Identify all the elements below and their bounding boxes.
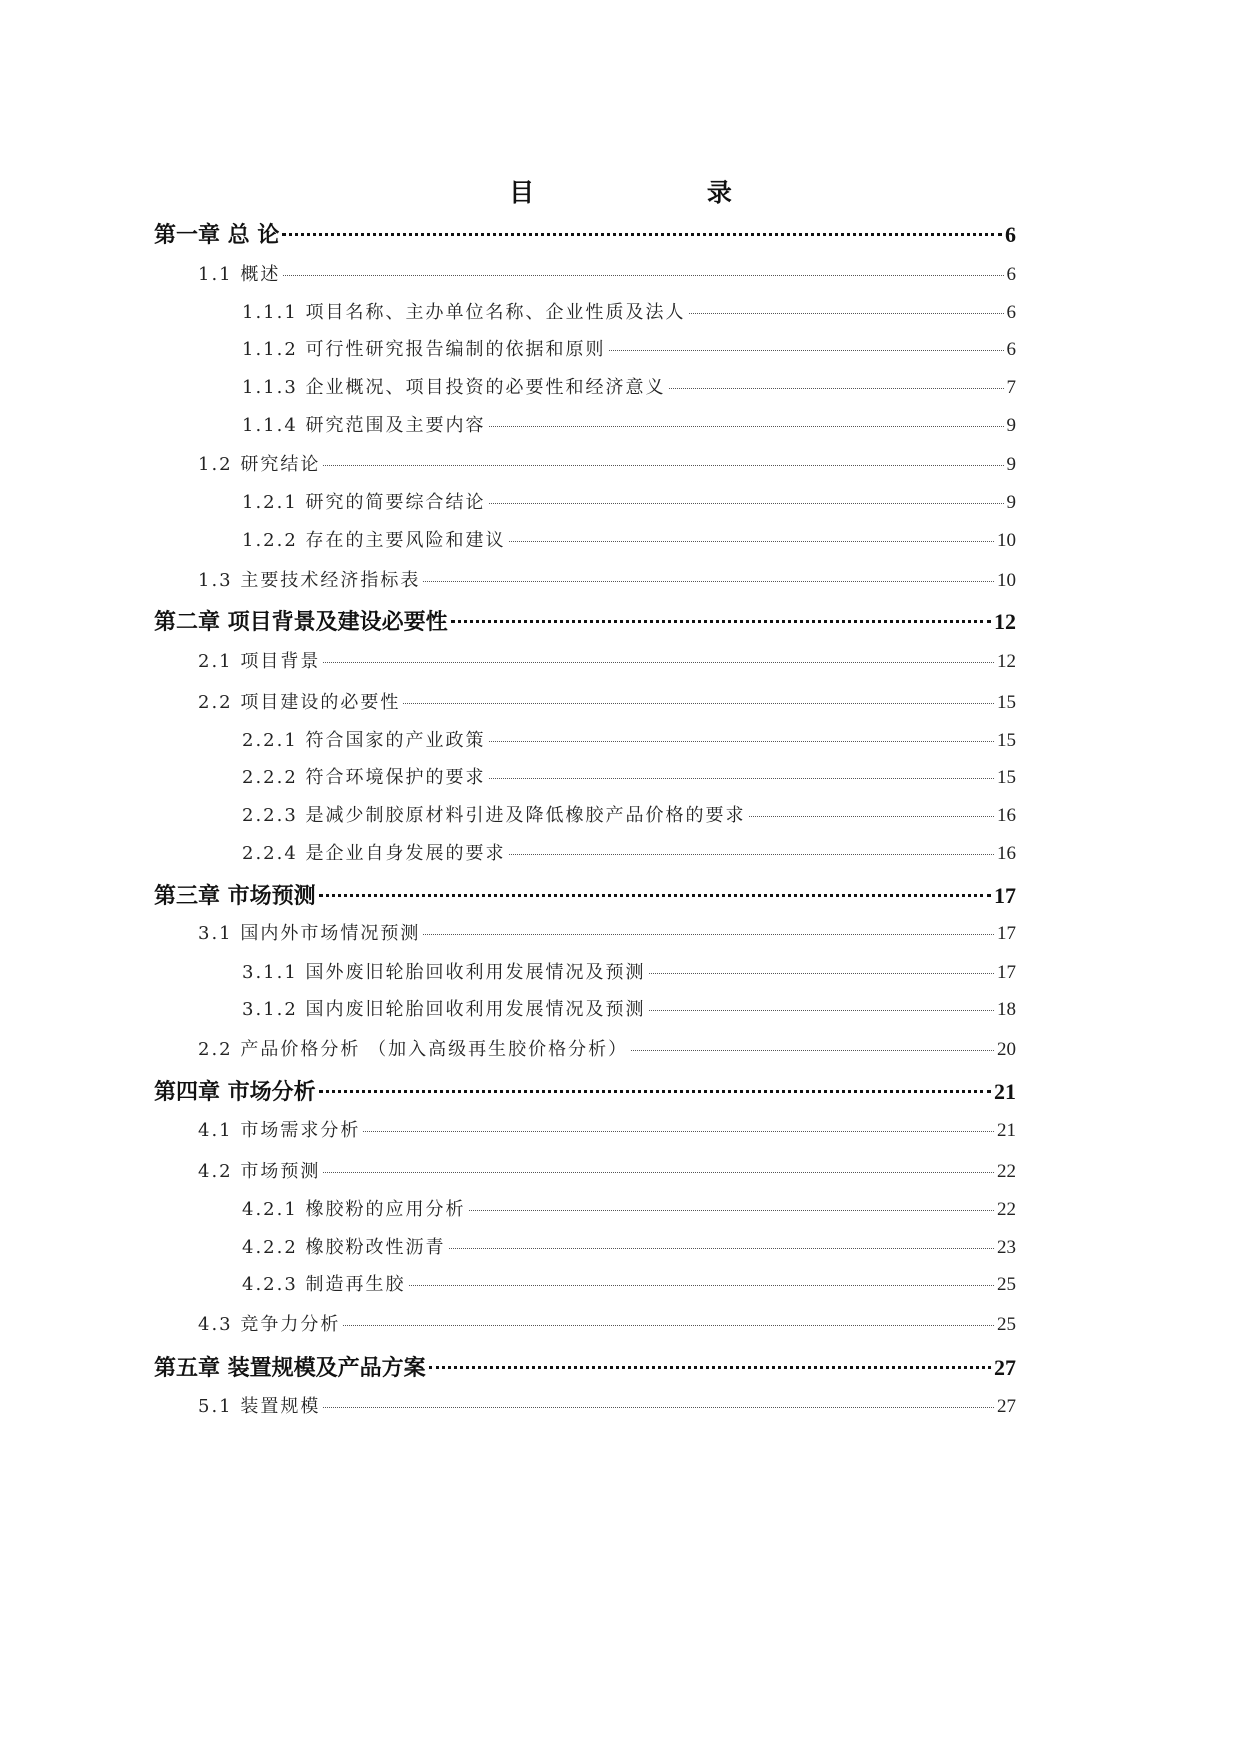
dot-leader <box>509 541 994 542</box>
toc-entry-page-number: 9 <box>1006 454 1016 475</box>
dot-leader <box>631 1050 994 1051</box>
toc-entry-label: 4.2.1 橡胶粉的应用分析 <box>242 1199 466 1220</box>
toc-entry-label: 1.1.2 可行性研究报告编制的依据和原则 <box>242 339 606 360</box>
toc-entry[interactable] <box>242 411 1016 437</box>
dot-leader <box>423 581 994 582</box>
dot-leader <box>489 741 994 742</box>
toc-entry[interactable] <box>198 1157 1016 1183</box>
toc-entry-label: 2.2 产品价格分析 （加入高级再生胶价格分析） <box>198 1039 629 1060</box>
toc-entry-label: 第四章 市场分析 <box>154 1080 316 1105</box>
dot-leader <box>489 503 1004 504</box>
toc-entry[interactable] <box>242 995 1016 1021</box>
toc-entry[interactable] <box>242 488 1016 514</box>
toc-entry-page-number: 21 <box>994 1079 1016 1104</box>
dot-leader <box>409 1285 994 1286</box>
dot-leader <box>323 662 994 663</box>
toc-entry-label: 2.2.2 符合环境保护的要求 <box>242 767 486 788</box>
toc-entry-page-number: 12 <box>997 651 1016 672</box>
toc-entry[interactable] <box>242 763 1016 789</box>
toc-entry-label: 1.2 研究结论 <box>198 454 321 475</box>
toc-entry-label: 3.1.2 国内废旧轮胎回收利用发展情况及预测 <box>242 999 646 1020</box>
toc-entry-label: 4.1 市场需求分析 <box>198 1120 361 1141</box>
toc-entry-page-number: 9 <box>1006 492 1016 513</box>
toc-entry[interactable] <box>198 919 1016 945</box>
toc-entry-page-number: 23 <box>997 1237 1016 1258</box>
dot-leader <box>363 1131 994 1132</box>
toc-entry-label: 第一章 总 论 <box>154 223 280 248</box>
toc-entry-label: 1.3 主要技术经济指标表 <box>198 570 421 591</box>
toc-entry-label: 1.1.1 项目名称、主办单位名称、企业性质及法人 <box>242 302 686 323</box>
toc-entry[interactable] <box>198 260 1016 286</box>
toc-entry[interactable] <box>242 1233 1016 1259</box>
dot-leader <box>449 1248 994 1249</box>
toc-title: 目 录 <box>509 178 814 207</box>
dot-leader <box>649 1010 994 1011</box>
toc-entry-page-number: 27 <box>994 1355 1016 1380</box>
dot-leader <box>609 350 1004 351</box>
toc-entry[interactable] <box>198 1310 1016 1336</box>
toc-entry[interactable] <box>242 526 1016 552</box>
toc-entry-page-number: 20 <box>997 1039 1016 1060</box>
toc-entry-page-number: 22 <box>997 1161 1016 1182</box>
toc-entry-label: 2.1 项目背景 <box>198 651 321 672</box>
toc-entry-label: 3.1 国内外市场情况预测 <box>198 923 421 944</box>
toc-entry-label: 2.2.4 是企业自身发展的要求 <box>242 843 506 864</box>
toc-entry[interactable] <box>154 1351 1016 1382</box>
toc-entry-label: 4.2.3 制造再生胶 <box>242 1274 406 1295</box>
toc-entry[interactable] <box>198 450 1016 476</box>
toc-entry-page-number: 17 <box>997 962 1016 983</box>
toc-entry-label: 2.2 项目建设的必要性 <box>198 692 401 713</box>
dot-leader <box>323 1407 994 1408</box>
dot-leader <box>451 620 991 623</box>
dot-leader <box>283 275 1003 276</box>
toc-entry-page-number: 6 <box>1006 302 1016 323</box>
dot-leader <box>429 1366 991 1369</box>
toc-entry[interactable] <box>154 1075 1016 1106</box>
toc-entry[interactable] <box>198 1116 1016 1142</box>
toc-entry-page-number: 7 <box>1006 377 1016 398</box>
toc-entry-page-number: 21 <box>997 1120 1016 1141</box>
dot-leader <box>323 1172 994 1173</box>
toc-entry[interactable] <box>242 726 1016 752</box>
toc-entry-label: 第三章 市场预测 <box>154 884 316 909</box>
dot-leader <box>319 1090 991 1093</box>
toc-entry[interactable] <box>242 958 1016 984</box>
toc-entry-label: 1.1 概述 <box>198 264 281 285</box>
dot-leader <box>669 388 1004 389</box>
toc-entry-page-number: 18 <box>997 999 1016 1020</box>
toc-entry[interactable] <box>198 1035 1016 1061</box>
dot-leader <box>319 894 991 897</box>
toc-entry[interactable] <box>154 218 1016 249</box>
toc-entry-page-number: 25 <box>997 1314 1016 1335</box>
toc-entry-label: 3.1.1 国外废旧轮胎回收利用发展情况及预测 <box>242 962 646 983</box>
toc-entry-page-number: 17 <box>997 923 1016 944</box>
toc-entry-page-number: 16 <box>997 805 1016 826</box>
toc-entry-page-number: 6 <box>1005 222 1016 247</box>
dot-leader <box>343 1325 994 1326</box>
toc-entry-page-number: 27 <box>997 1396 1016 1417</box>
toc-entry[interactable] <box>198 566 1016 592</box>
toc-entry-page-number: 9 <box>1006 415 1016 436</box>
dot-leader <box>689 313 1004 314</box>
dot-leader <box>282 233 1002 236</box>
toc-entry-label: 第二章 项目背景及建设必要性 <box>154 610 448 635</box>
toc-entry[interactable] <box>198 688 1016 714</box>
toc-entry[interactable] <box>242 298 1016 324</box>
toc-entry[interactable] <box>242 335 1016 361</box>
toc-entry-label: 第五章 装置规模及产品方案 <box>154 1356 426 1381</box>
toc-entry-label: 4.3 竞争力分析 <box>198 1314 341 1335</box>
dot-leader <box>489 426 1004 427</box>
toc-entry-label: 4.2.2 橡胶粉改性沥青 <box>242 1237 446 1258</box>
toc-entry[interactable] <box>198 1392 1016 1418</box>
toc-entry-label: 5.1 装置规模 <box>198 1396 321 1417</box>
toc-entry-page-number: 15 <box>997 767 1016 788</box>
dot-leader <box>403 703 994 704</box>
toc-entry-page-number: 6 <box>1006 264 1016 285</box>
toc-entry-page-number: 10 <box>997 570 1016 591</box>
toc-entry-label: 1.2.1 研究的简要综合结论 <box>242 492 486 513</box>
toc-entry[interactable] <box>242 1270 1016 1296</box>
dot-leader <box>423 934 994 935</box>
toc-entry-label: 2.2.1 符合国家的产业政策 <box>242 730 486 751</box>
toc-entry-label: 1.1.3 企业概况、项目投资的必要性和经济意义 <box>242 377 666 398</box>
toc-entry-label: 1.2.2 存在的主要风险和建议 <box>242 530 506 551</box>
toc-entry-label: 4.2 市场预测 <box>198 1161 321 1182</box>
toc-entry-page-number: 15 <box>997 692 1016 713</box>
dot-leader <box>649 973 994 974</box>
toc-entry-page-number: 25 <box>997 1274 1016 1295</box>
toc-entry-page-number: 17 <box>994 883 1016 908</box>
dot-leader <box>323 465 1003 466</box>
toc-entry[interactable] <box>242 801 1016 827</box>
toc-entry-page-number: 6 <box>1006 339 1016 360</box>
toc-entry[interactable] <box>154 879 1016 910</box>
dot-leader <box>509 854 994 855</box>
toc-entry-page-number: 12 <box>994 609 1016 634</box>
toc-entry[interactable] <box>242 373 1016 399</box>
toc-entry-label: 1.1.4 研究范围及主要内容 <box>242 415 486 436</box>
dot-leader <box>749 816 994 817</box>
toc-entry[interactable] <box>198 647 1016 673</box>
dot-leader <box>489 778 994 779</box>
toc-entry-page-number: 16 <box>997 843 1016 864</box>
dot-leader <box>469 1210 994 1211</box>
toc-entry[interactable] <box>154 605 1016 636</box>
toc-entry-page-number: 15 <box>997 730 1016 751</box>
toc-entry-page-number: 10 <box>997 530 1016 551</box>
toc-entry-label: 2.2.3 是减少制胶原材料引进及降低橡胶产品价格的要求 <box>242 805 746 826</box>
toc-entry[interactable] <box>242 839 1016 865</box>
toc-entry[interactable] <box>242 1195 1016 1221</box>
toc-entry-page-number: 22 <box>997 1199 1016 1220</box>
